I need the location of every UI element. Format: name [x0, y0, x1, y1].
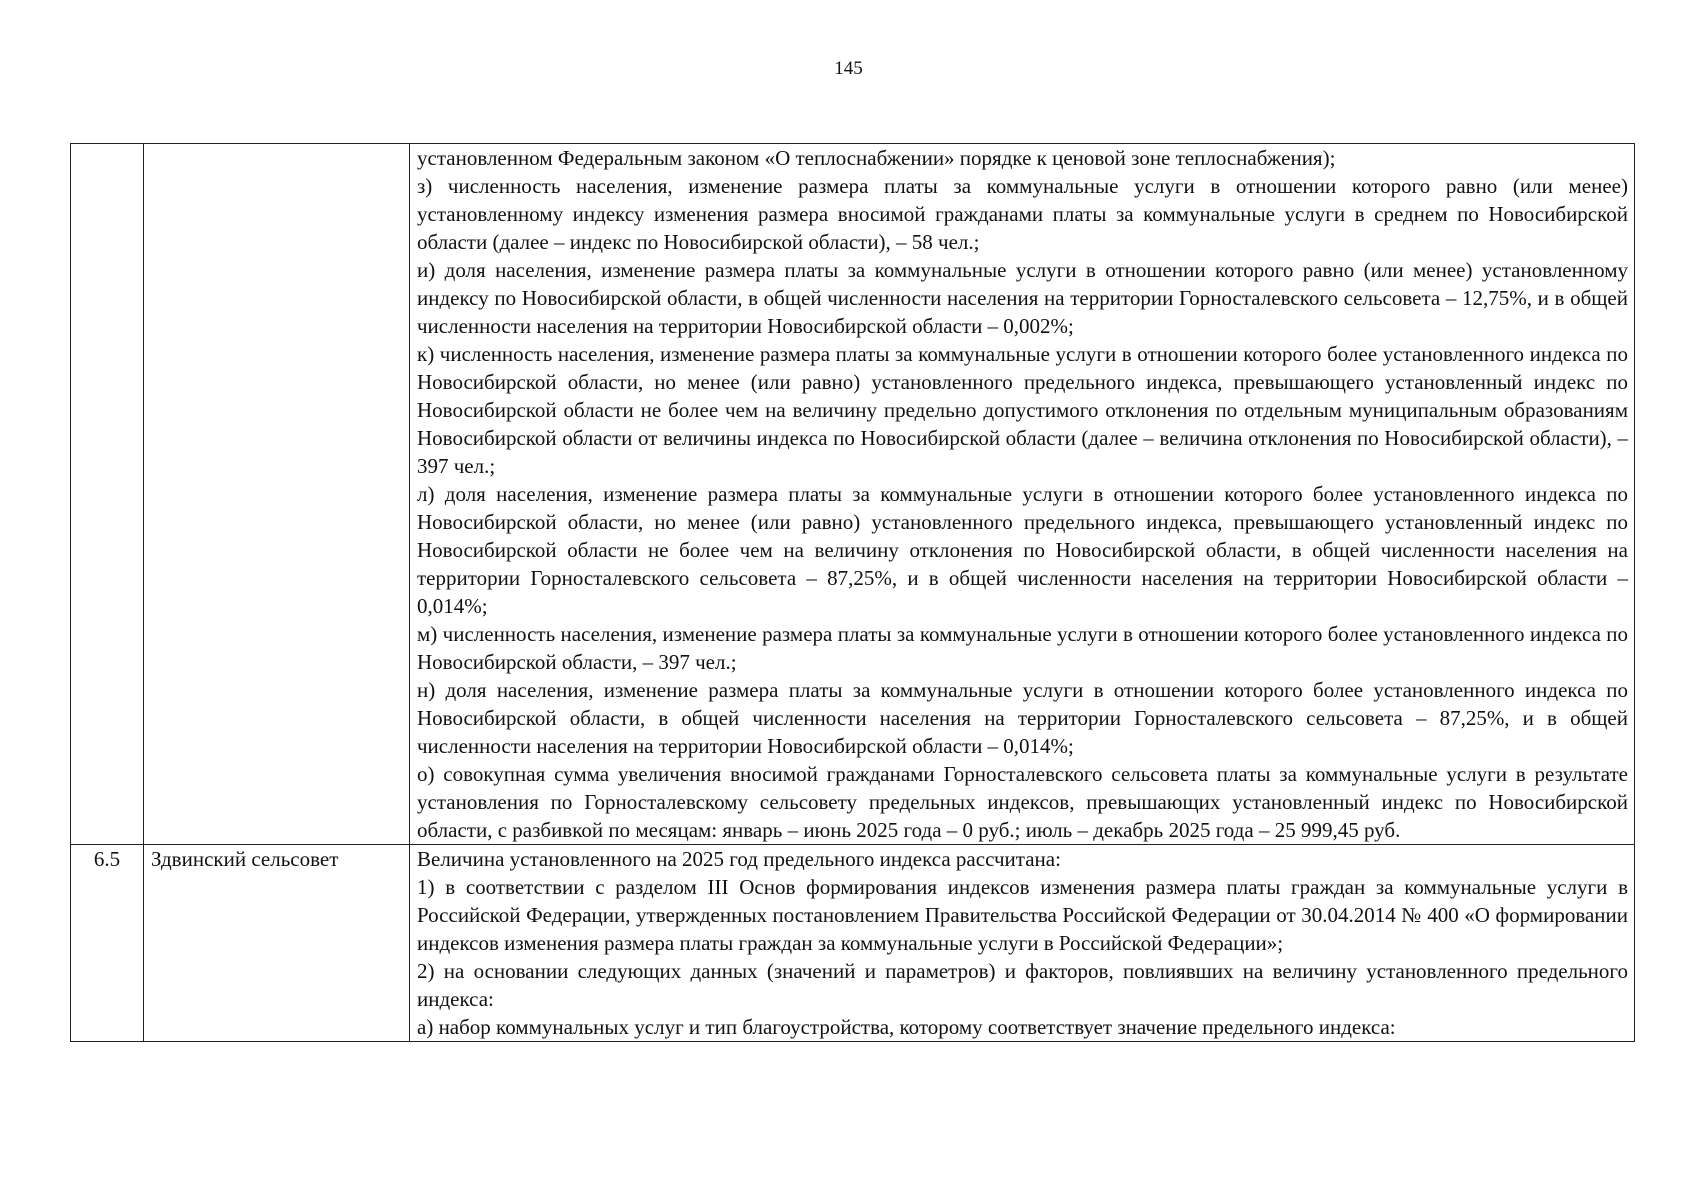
paragraph: к) численность населения, изменение размера платы за коммунальные услуги в отношении которого более установленного индекса по Новосибирской области, но менее (или равно) установленного предельного индекса, превышающего установленный индекс по Новосибирской области не более чем на величину предельно допустимого отклонения по отдельным муниципальным образованиям Новосибирской области от величины индекса по Новосибирской области (далее – величина отклонения по Новосибирской области), – 397 чел.; [417, 342, 1628, 478]
paragraph: н) доля населения, изменение размера платы за коммунальные услуги в отношении которого более установленного индекса по Новосибирской области, в общей численности населения на территории Горносталевского сельсовета – 87,25%, и в общей численности населения на территории Новосибирской области – 0,014%; [417, 678, 1628, 758]
paragraph: установленном Федеральным законом «О теплоснабжении» порядке к ценовой зоне теплоснабжения); [417, 146, 1336, 170]
table-row [71, 144, 1635, 845]
paragraph: и) доля населения, изменение размера платы за коммунальные услуги в отношении которого равно (или менее) установленному индексу по Новосибирской области, в общей численности населения на территории Горносталевского сельсовета – 12,75%, и в общей численности населения на территории Новосибирской области – 0,002%; [417, 258, 1628, 338]
paragraph: л) доля населения, изменение размера платы за коммунальные услуги в отношении которого более установленного индекса по Новосибирской области, но менее (или равно) установленного предельного индекса, превышающего установленный индекс по Новосибирской области не более чем на величину отклонения по Новосибирской области, в общей численности населения на территории Горносталевского сельсовета – 87,25%, и в общей численности населения на территории Новосибирской области – 0,014%; [417, 482, 1628, 618]
municipality-name-cell [144, 144, 410, 845]
row-number-cell: 6.5 [71, 845, 144, 1042]
table-row [71, 845, 1635, 1042]
paragraph: Величина установленного на 2025 год предельного индекса рассчитана: [417, 847, 1061, 871]
paragraph: 2) на основании следующих данных (значений и параметров) и факторов, повлиявших на величину установленного предельного индекса: [417, 959, 1628, 1011]
row-number-cell [71, 144, 144, 845]
paragraph: 1) в соответствии с разделом III Основ формирования индексов изменения размера платы граждан за коммунальные услуги в Российской Федерации, утвержденных постановлением Правительства Российской Федерации от 30.04.2014 № 400 «О формировании индексов изменения размера платы граждан за коммунальные услуги в Российской Федерации»; [417, 875, 1628, 955]
page-number: 145 [834, 58, 863, 79]
paragraph: з) численность населения, изменение размера платы за коммунальные услуги в отношении которого равно (или менее) установленному индексу изменения размера вносимой гражданами платы за коммунальные услуги в среднем по Новосибирской области (далее – индекс по Новосибирской области), – 58 чел.; [417, 174, 1628, 254]
description-cell [410, 845, 1635, 1042]
paragraph: а) набор коммунальных услуг и тип благоустройства, которому соответствует значение предельного индекса: [417, 1015, 1396, 1039]
paragraph: о) совокупная сумма увеличения вносимой гражданами Горносталевского сельсовета платы за коммунальные услуги в результате установления по Горносталевскому сельсовету предельных индексов, превышающих установленный индекс по Новосибирской области, с разбивкой по месяцам: январь – июнь 2025 года – 0 руб.; июль – декабрь 2025 года – 25 999,45 руб. [417, 762, 1628, 842]
description-cell [410, 144, 1635, 845]
municipality-name-cell: Здвинский сельсовет [144, 845, 410, 1042]
paragraph: м) численность населения, изменение размера платы за коммунальные услуги в отношении которого более установленного индекса по Новосибирской области, – 397 чел.; [417, 622, 1628, 674]
document-table [70, 143, 1635, 1042]
